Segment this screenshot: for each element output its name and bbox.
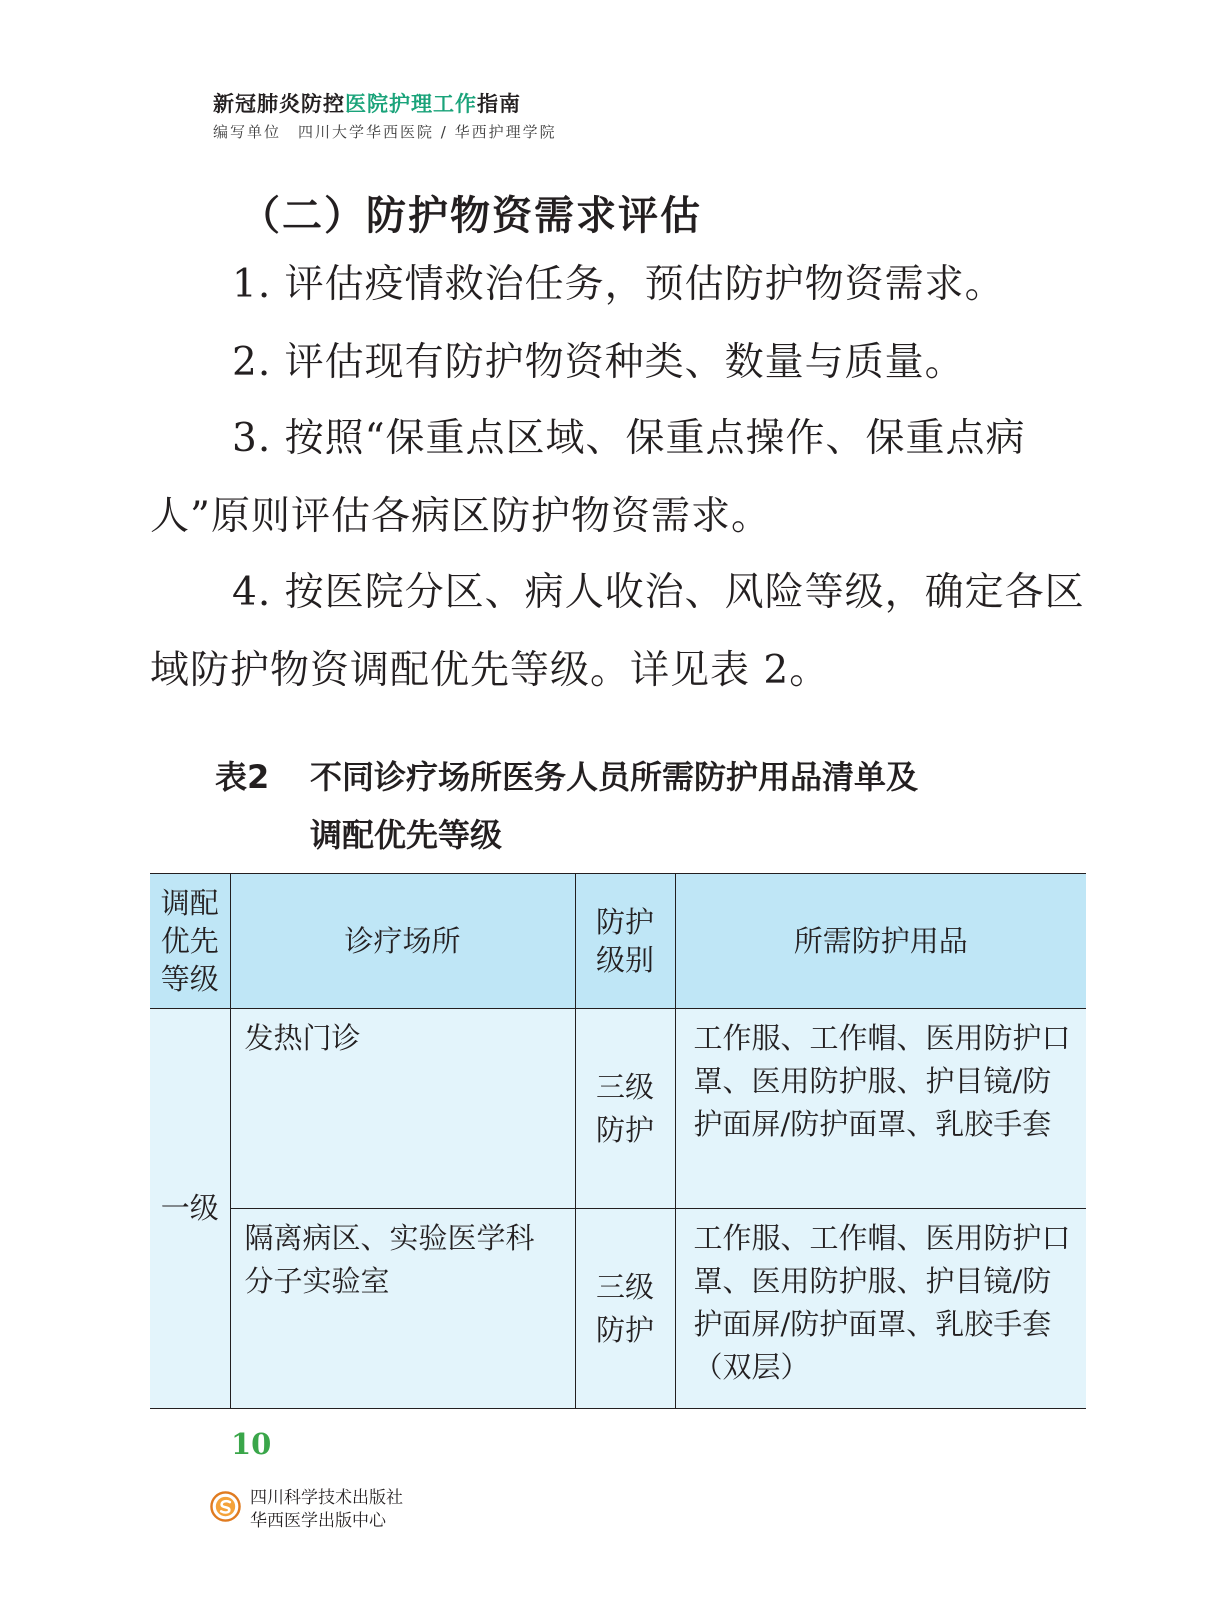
table-caption-number: 表2 [215, 758, 270, 796]
publisher-line-2: 华西医学出版中心 [250, 1511, 386, 1531]
paragraph-3: 3. 按照“保重点区域、保重点操作、保重点病人”原则评估各病区防护物资需求。 [150, 416, 1026, 539]
table-caption-line2: 调配优先等级 [310, 816, 503, 854]
book-title-prefix: 新冠肺炎防控 [213, 92, 345, 116]
book-title-highlight: 医院护理工作 [345, 92, 477, 116]
header-items: 所需防护用品 [675, 874, 1086, 1009]
table-caption [215, 748, 918, 864]
publisher-text [250, 1487, 403, 1533]
publisher-line-1: 四川科学技术出版社 [250, 1488, 403, 1508]
header-place: 诊疗场所 [230, 874, 575, 1009]
paragraph-4: 4. 按医院分区、病人收治、风险等级，确定各区域防护物资调配优先等级。详见表 2。 [150, 570, 1085, 693]
table-header-row [150, 874, 1086, 1009]
header-priority-level: 调配 优先 等级 [150, 874, 230, 1009]
priority-level-cell: 一级 [150, 1009, 230, 1409]
book-title [213, 88, 521, 118]
items-cell: 工作服、工作帽、医用防护口罩、医用防护服、护目镜/防护面屏/防护面罩、乳胶手套 [675, 1009, 1086, 1209]
protection-cell: 三级 防护 [575, 1009, 675, 1209]
place-cell: 发热门诊 [230, 1009, 575, 1209]
page-number: 10 [231, 1427, 272, 1461]
publisher-logo-icon [210, 1491, 241, 1522]
section-title: （二）防护物资需求评估 [240, 193, 702, 239]
book-subtitle: 编写单位 四川大学华西医院 / 华西护理学院 [213, 123, 557, 141]
book-title-suffix: 指南 [477, 92, 521, 116]
protection-cell: 三级 防护 [575, 1209, 675, 1409]
items-cell: 工作服、工作帽、医用防护口罩、医用防护服、护目镜/防护面屏/防护面罩、乳胶手套（双层） [675, 1209, 1086, 1409]
place-cell: 隔离病区、实验医学科分子实验室 [230, 1209, 575, 1409]
table-row [150, 1209, 1086, 1409]
table-row [150, 1009, 1086, 1209]
header-protection-level: 防护 级别 [575, 874, 675, 1009]
protection-table [150, 873, 1086, 1409]
table-caption-line1: 不同诊疗场所医务人员所需防护用品清单及 [310, 758, 919, 796]
paragraph-1: 1. 评估疫情救治任务，预估防护物资需求。 [232, 262, 1005, 307]
paragraph-2: 2. 评估现有防护物资种类、数量与质量。 [232, 340, 965, 385]
